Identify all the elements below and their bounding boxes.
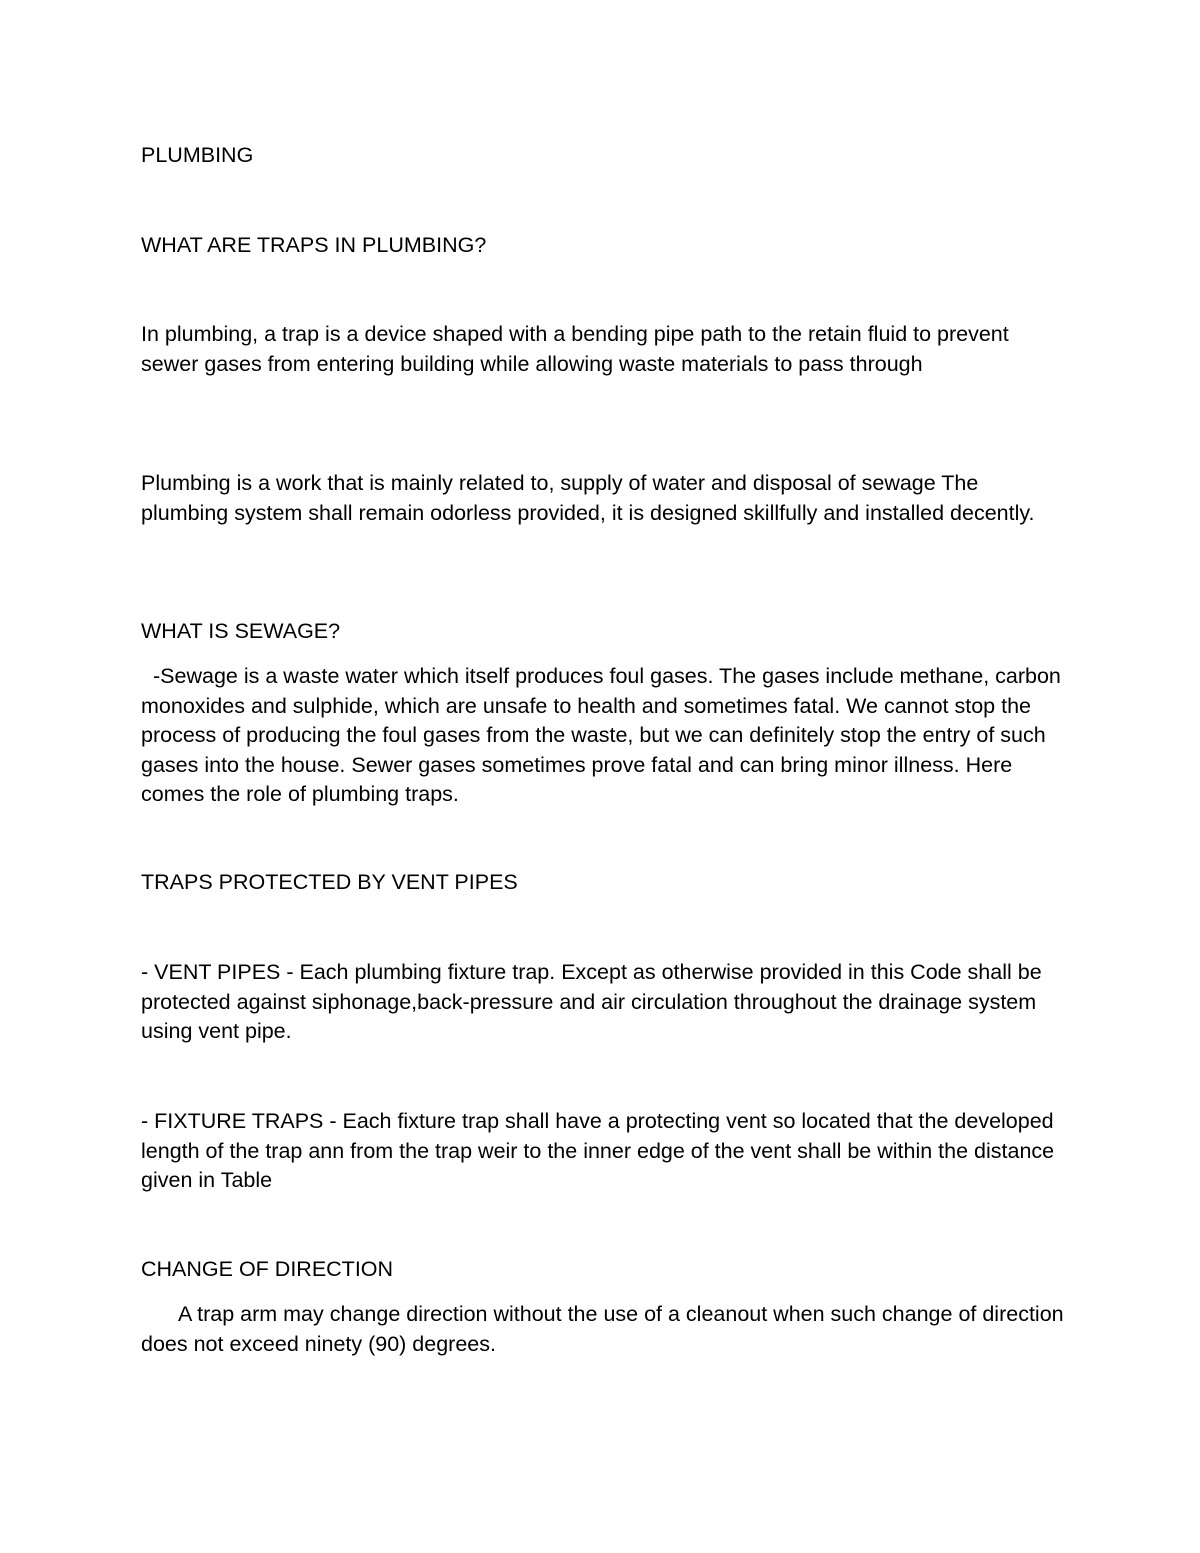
section-heading-change-of-direction: CHANGE OF DIRECTION [141,1257,394,1281]
paragraph-fixture-traps: - FIXTURE TRAPS - Each fixture trap shall have a protecting vent so located that the developed length of the trap ann from the trap weir to the inner edge of the vent shall be within the distance given in Table [141,1109,1055,1192]
section-heading-vent-pipes: TRAPS PROTECTED BY VENT PIPES [141,870,518,894]
section-heading-traps: WHAT ARE TRAPS IN PLUMBING? [141,233,487,257]
paragraph-change-of-direction: A trap arm may change direction without the use of a cleanout when such change of direction does not exceed ninety (90) degrees. [141,1302,1064,1356]
paragraph-trap-definition: In plumbing, a trap is a device shaped with a bending pipe path to the retain fluid to prevent sewer gases from entering building while allowing waste materials to pass through [141,322,1009,376]
paragraph-plumbing-definition: Plumbing is a work that is mainly related to, supply of water and disposal of sewage The plumbing system shall remain odorless provided, it is designed skillfully and installed decently. [141,471,1035,525]
document-title: PLUMBING [141,143,254,167]
section-heading-sewage: WHAT IS SEWAGE? [141,619,341,643]
paragraph-vent-pipes: - VENT PIPES - Each plumbing fixture trap. Except as otherwise provided in this Code shall be protected against siphonage,back-pressure and air circulation throughout the drainage system using vent pipe. [141,960,1042,1043]
paragraph-sewage: -Sewage is a waste water which itself produces foul gases. The gases include methane, carbon monoxides and sulphide, which are unsafe to health and sometimes fatal. We cannot stop the process of producing the foul gases from the waste, but we can definitely stop the entry of such gases into the house. Sewer gases sometimes prove fatal and can bring minor illness. Here comes the role of plumbing traps. [141,664,1061,806]
